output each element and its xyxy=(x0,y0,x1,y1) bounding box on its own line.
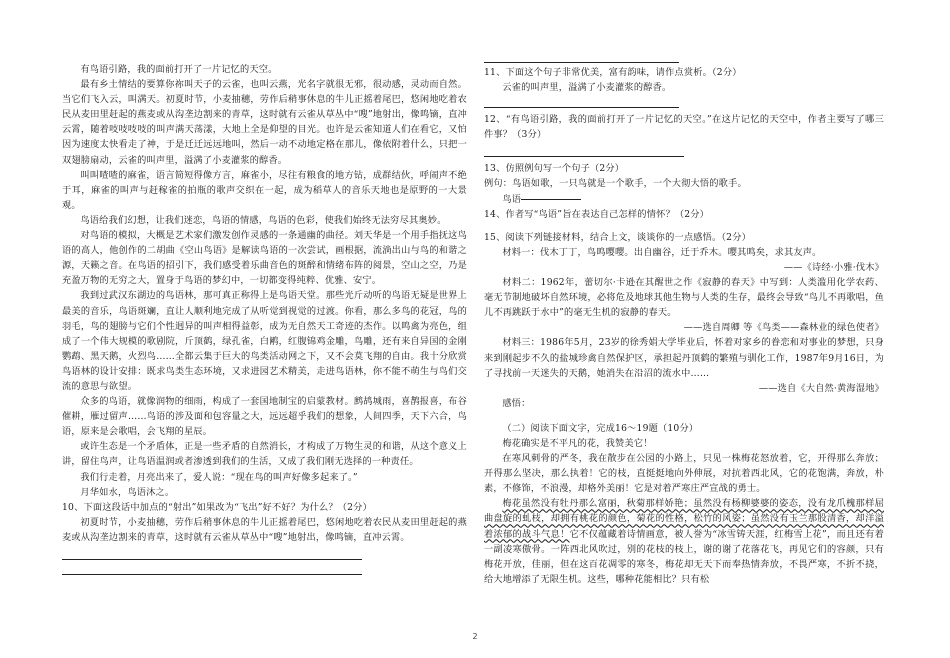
plum-title: 梅花确实是不平凡的花，我赞美它！ xyxy=(502,437,653,449)
plum-para-2 xyxy=(484,496,884,587)
question-11-quote: 云雀的叫声里，溢满了小麦灌浆的醇香。 xyxy=(502,82,672,94)
material-1: 材料一：伐木丁丁，鸟鸣嘤嘤。出自幽谷，迁于乔木。嘤其鸣矣，求其友声。 xyxy=(502,246,822,258)
question-15: 15、阅读下列链接材料，结合上文，谈谈你的一点感悟。（2分） xyxy=(484,231,751,243)
essay-para-4: 鸟语给我们幻想，让我们迷恋，鸟语的情感，鸟语的色彩，使我们始终无法穷尽其奥妙。 xyxy=(80,214,447,226)
material-2: 材料二：1962年，蕾切尔·卡逊在其醒世之作《寂静的春天》中写到：人类滥用化学农药、毫无节制地破坏自然环境，必将危及地球其他生物与人类的生存，最终会导致“鸟儿不再歌唱，鱼儿不再跳跃于水中”的毫无生机的寂静的春天。 xyxy=(484,277,884,319)
question-10: 10、下面这段话中加点的“射出”如果改为“飞出”好不好？为什么？（2分） xyxy=(62,501,372,513)
question-10-quote: 初夏时节，小麦抽穗，劳作后稍事休息的牛儿正摇着尾巴，悠闲地吃着农民从麦田里赶起的燕麦或从沟垄边割来的青草，这时就有云雀从草丛中“嗖”地射出，像鸣镝，直冲云霄。 xyxy=(62,516,467,543)
essay-para-9: 我们行走着，月亮出来了，爱人说：“现在鸟的叫声好像多起来了。” xyxy=(80,471,358,483)
question-12: 12、“有鸟语引路，我的面前打开了一片记忆的天空。”在这片记忆的天空中，作者主要写了哪三件事？（3分） xyxy=(484,114,884,141)
essay-para-3: 叫叫喳喳的麻雀，语言简短得像方言，麻雀小，尽往有粮食的地方钻，成群结伙，呼闹声不绝于耳，麻雀的叫声与赶稼雀的拍瓶的歌声交织在一起，成为稻草人的音乐天地也是原野的一大景观。 xyxy=(62,169,467,211)
answer-line[interactable] xyxy=(62,574,362,575)
essay-para-8: 或许生态是一个矛盾体，正是一些矛盾的自然消长，才构成了万物生灵的和谐，从这个意义上讲，留住鸟声，让鸟语温润或者渗透到我们的生活，又成了我们刚无选择的一种责任。 xyxy=(62,441,467,468)
question-13-example: 例句：鸟语如歌，一只鸟就是一个歌手，一个大彻大悟的歌手。 xyxy=(484,178,747,190)
essay-para-5: 对鸟语的模拟，大概是艺术家们激发创作灵感的一条通幽的曲径。刘天华是一个用手指抚这鸟语的高人，他创作的二胡曲《空山鸟语》是解读鸟语的一次尝试，画根据，流淌出山与鸟的和谐之源，天籁之音。在鸟语的招引下，我们感受着乐曲音色的斑醉和情绪布阵的阅景，空山之空，乃是充盈万物的无穷之大，置身于鸟语的梦幻中，一切都变得纯粹、优雅、安宁。 xyxy=(62,230,467,287)
question-13-prompt xyxy=(484,192,884,207)
question-14: 14、作者写“鸟语”旨在表达自己怎样的情怀？（2分） xyxy=(484,208,710,220)
plum-para-2-rest: 它不仅蕴藏着诗情画意，被人誉为“冰雪铸天涯，红梅雪上花”，而且还有着一副凌寒傲骨。一阵西北风吹过，别的花枝的枝上，谢的谢了花落花飞，再见它们的容颜，只有梅花开放，佳丽，但在这百花凋零的寒冬，梅花却无天下而奉热情奔放，不畏严寒，不折不挠，给大地增添了无限生机。这些，哪种花能相比？只有松 xyxy=(484,528,884,585)
prompt-text: 鸟语 xyxy=(502,193,522,205)
question-13: 13、仿照例句写一个句子（2分） xyxy=(484,163,625,175)
plum-underlined-sentence: 梅花虽然没有牡丹那么富丽，秋菊那样娇艳；虽然没有杨柳婆婆的姿态，没有龙爪槐那样屈曲盘旋的虬枝，却拥有桃花的颜色，菊花的性格，松竹的风姿；虽然没有玉兰那股清香，却洋溢着浓郁的战斗气息！ xyxy=(484,498,884,540)
essay-para-6: 我到过武汉东湖边的鸟语林，那可真正称得上是鸟语天堂。那些光斤动听的鸟语无疑是世界上最美的音乐，鸟语斑斓，直让人顺利地完成了从听觉到视觉的过渡。你看，那么多鸟的花冠，鸟的羽毛，鸟的翅膀与它们个性迥异的叫声相得益彰，成为无自然天工奇迹的杰作。以鸣禽为亮色，组成了一个伟大规模的歌剧院，斤顶鹤，绿孔雀，白鹇，红腹锦鸡金雕，鸟雕，还有来自异国的金刚鹦鹉、黑天鹅，火烈鸟……全都云集于巨大的鸟类活动网之下，又不会莫飞翔的自由。我十分欣赏鸟语林的设计安排：既求鸟类生态环境，又求进园艺术精美，走进鸟语林，你不能不萌生与鸟们交流的意思与欲望。 xyxy=(62,290,467,392)
material-3: 材料三：1986年5月，23岁的徐秀娟大学毕业后，怀着对家乡的眷恋和对事业的梦想，只身来到刚起步不久的盐城珍禽自然保护区，承担起丹顶鹤的繁殖与驯化工作，1987年9月16日，为了寻找前一天迷失的天鹅，她消失在沿沼的流水中…… xyxy=(484,337,884,379)
right-column xyxy=(484,62,884,587)
answer-line[interactable] xyxy=(484,62,679,63)
material-3-source: ——选自《大自然·黄海湿地》 xyxy=(758,382,884,394)
left-column xyxy=(62,62,467,575)
section-2-heading: （二）阅读下面文字，完成16～19题（10分） xyxy=(502,422,699,434)
reflection-label: 感悟： xyxy=(502,397,531,409)
essay-para-10: 月华如水，鸟语沐之。 xyxy=(80,486,175,498)
page-number: 2 xyxy=(472,632,478,641)
answer-blank[interactable] xyxy=(521,199,581,200)
essay-para-1: 有鸟语引路，我的面前打开了一片记忆的天空。 xyxy=(80,64,278,75)
essay-para-7: 众多的鸟语，就像润物的细雨，构成了一套国地制宝的启蒙教材。鹧鸪城雨，喜鹊报喜，布谷催耕，雁过留声……鸟语的涉及面和包容量之大，远远超乎我们的想象，人间四季，天下六合，鸟语，原来是会歌唱，会飞翔的星辰。 xyxy=(62,396,467,438)
question-11: 11、下面这个句子非常优美，富有韵味，请作点赏析。（2分） xyxy=(484,67,742,78)
plum-para-1: 在寒风刺骨的严冬，我在散步在公园的小路上，只见一株梅花怒放着，它，开得那么奔放；开得那么坚决，那么执着！它的枝，直挺挺地向外伸展，对抗着西北风，它的花饱满，奔放，朴素，不修饰，不浪漫，却格外美丽！它是对着严寒庄严宣战的勇士。 xyxy=(484,453,884,495)
essay-para-2: 最有乡土情结的要算你祢叫天子的云雀，也叫云燕，光名字就很无邪，很动感，灵动而自然。当它们飞入云，叫满天。初夏时节，小麦抽穗，劳作后稍事休息的牛儿正摇着尾巴，悠闲地吃着农民从麦田里赶起的燕麦或从沟垄边割来的青草，这时就有云雀从草丛中“嗖”地射出，像鸣镝，直冲云霄，随着吱吱吱吱的叫声满天荡漾，大地上全是仰望的目光。也许是云雀知道人们在看它，又怕因为速度太快看走了神，于是迁迁远远地叫，然后一动不动地定格在那儿，像依附着什么，只把一双翅膀扇动，云雀的叫声里，溢满了小麦灌浆的醇香。 xyxy=(62,79,467,166)
material-2-source: ——选自周卿 等《鸟类——森林业的绿色使者》 xyxy=(683,322,884,334)
material-1-source: ——《诗经·小雅·伐木》 xyxy=(783,261,884,273)
